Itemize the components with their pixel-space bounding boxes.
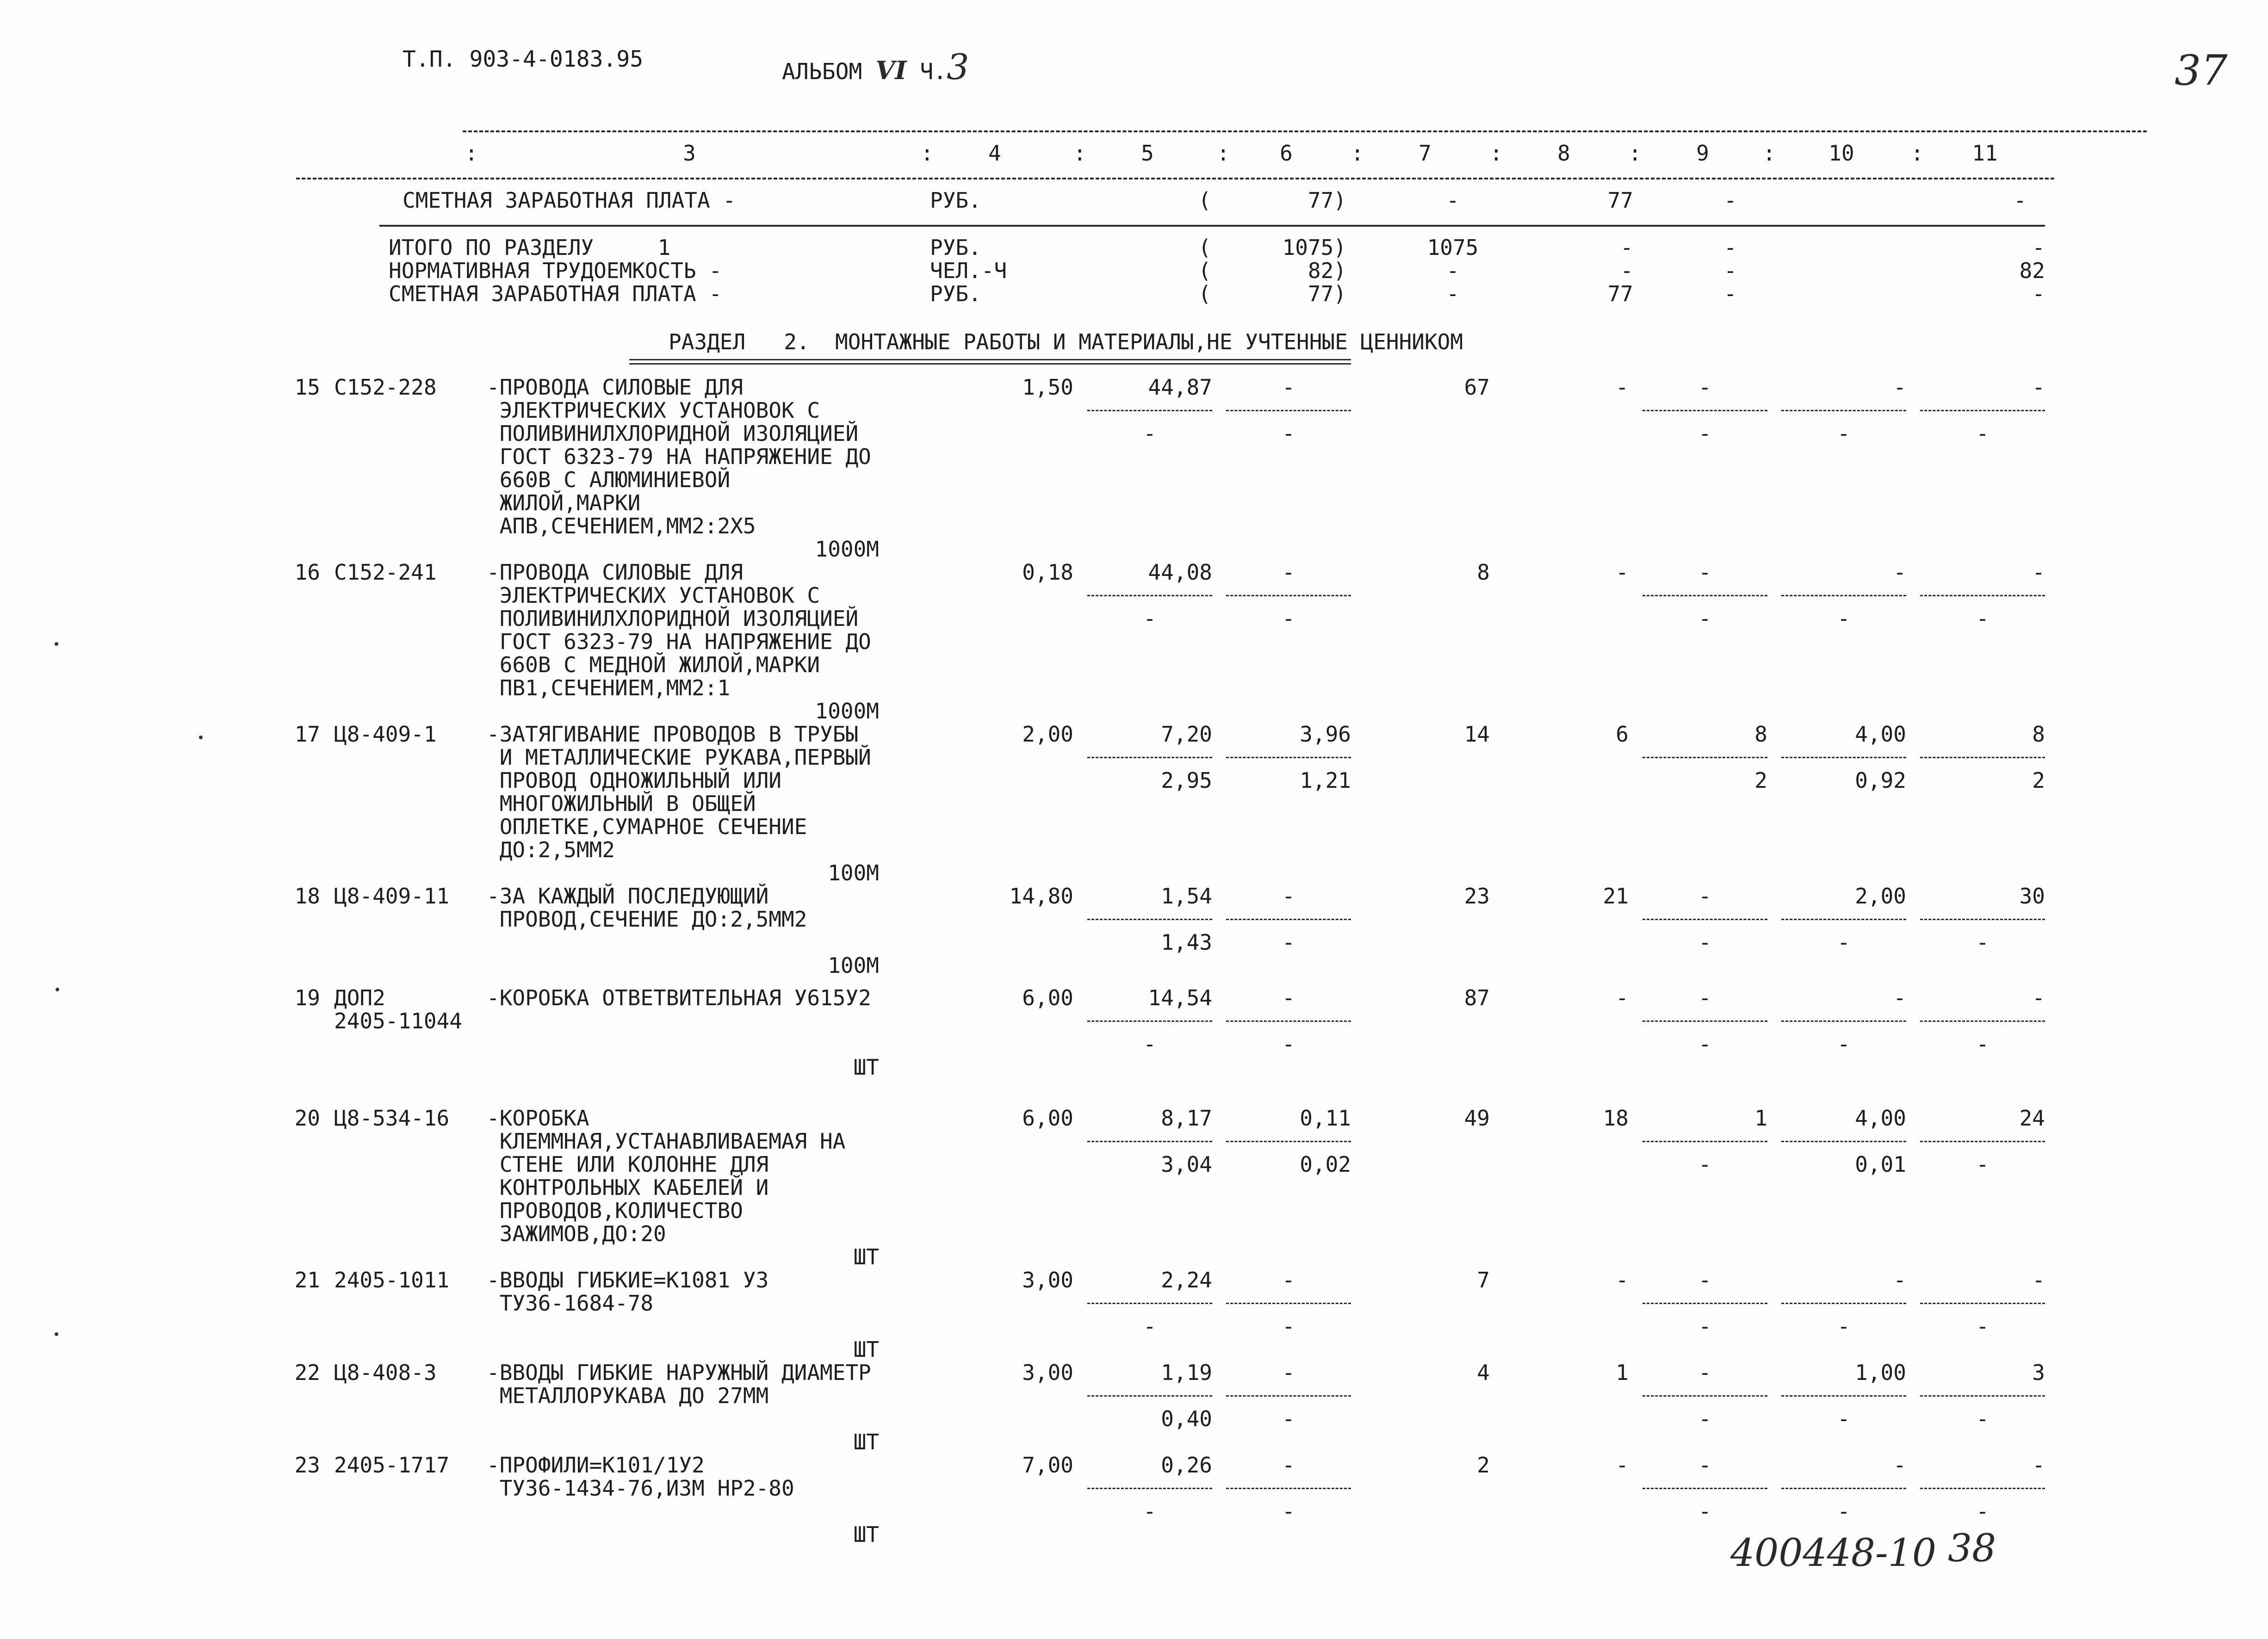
item-sub-col11: 2 bbox=[2032, 768, 2045, 793]
totals-col8: 77 bbox=[1607, 281, 1633, 306]
subtotal-rule bbox=[1087, 1303, 1212, 1304]
item-description-line: ЖИЛОЙ,МАРКИ bbox=[487, 490, 641, 515]
subtotal-rule bbox=[1226, 595, 1351, 596]
subtotal-rule bbox=[1087, 1021, 1212, 1022]
column-header-5: 5 bbox=[1141, 141, 1154, 166]
item-sub-col5: 3,04 bbox=[1161, 1152, 1212, 1177]
item-sub-col5: - bbox=[1143, 421, 1156, 446]
wages-col11: - bbox=[2014, 188, 2026, 213]
item-col7: 7 bbox=[1477, 1268, 1490, 1293]
album-label bbox=[782, 46, 969, 87]
item-col9: 1 bbox=[1754, 1106, 1767, 1131]
item-col7: 49 bbox=[1464, 1106, 1490, 1131]
item-sub-col9: - bbox=[1698, 1314, 1711, 1339]
item-code: С152-241 bbox=[334, 560, 437, 585]
subtotal-rule bbox=[1642, 1021, 1767, 1022]
wages-col9: - bbox=[1724, 188, 1737, 213]
totals-col8: - bbox=[1620, 235, 1633, 260]
item-sub-col5: - bbox=[1143, 1032, 1156, 1057]
item-col5: 44,08 bbox=[1148, 560, 1212, 585]
item-col8: 18 bbox=[1603, 1106, 1629, 1131]
column-header-11: 11 bbox=[1972, 141, 1998, 166]
part-number: 3 bbox=[947, 46, 969, 87]
subtotal-rule bbox=[1087, 1488, 1212, 1489]
item-col10: 4,00 bbox=[1855, 722, 1906, 747]
item-sub-col10: - bbox=[1837, 1406, 1850, 1431]
subtotal-rule bbox=[1920, 1395, 2045, 1397]
item-sub-col11: - bbox=[1976, 606, 1989, 631]
subtotal-rule bbox=[1642, 410, 1767, 411]
subtotal-rule bbox=[1226, 1021, 1351, 1022]
item-sub-col11: - bbox=[1976, 1314, 1989, 1339]
item-col6: - bbox=[1282, 1360, 1295, 1385]
item-unit: 1000М bbox=[815, 699, 879, 724]
item-sub-col10: 0,92 bbox=[1855, 768, 1906, 793]
totals-col6: 1075) bbox=[1282, 235, 1346, 260]
subtotal-rule bbox=[1781, 595, 1906, 596]
album-text: АЛЬБОМ bbox=[782, 59, 862, 85]
item-number: 16 bbox=[294, 560, 320, 585]
item-description-line: -КОРОБКА ОТВЕТВИТЕЛЬНАЯ У615У2 bbox=[487, 985, 871, 1010]
item-sub-col9: - bbox=[1698, 606, 1711, 631]
item-col4: 6,00 bbox=[1022, 1106, 1073, 1131]
item-col4: 14,80 bbox=[1009, 884, 1073, 909]
column-separator: : bbox=[1351, 141, 1364, 166]
totals-paren: ( bbox=[1198, 281, 1211, 306]
item-col10: - bbox=[1893, 1453, 1906, 1478]
item-sub-col6: - bbox=[1282, 1314, 1295, 1339]
item-col9: - bbox=[1698, 1268, 1711, 1293]
item-col8: 6 bbox=[1616, 722, 1629, 747]
column-header-6: 6 bbox=[1280, 141, 1293, 166]
item-sub-col9: - bbox=[1698, 930, 1711, 955]
item-sub-col10: - bbox=[1837, 1032, 1850, 1057]
subtotal-rule bbox=[1087, 757, 1212, 758]
item-description-line: -ВВОДЫ ГИБКИЕ=К1081 У3 bbox=[487, 1268, 769, 1293]
item-unit: 100М bbox=[828, 860, 879, 885]
item-col9: - bbox=[1698, 985, 1711, 1010]
column-separator: : bbox=[1490, 141, 1503, 166]
subtotal-rule bbox=[1226, 1488, 1351, 1489]
subtotal-rule bbox=[1226, 919, 1351, 920]
subtotal-rule bbox=[1781, 1303, 1906, 1304]
item-col8: 1 bbox=[1616, 1360, 1629, 1385]
item-col5: 14,54 bbox=[1148, 985, 1212, 1010]
item-sub-col9: - bbox=[1698, 1499, 1711, 1524]
item-col9: - bbox=[1698, 1453, 1711, 1478]
item-sub-col10: - bbox=[1837, 606, 1850, 631]
item-number: 23 bbox=[294, 1453, 320, 1478]
item-col8: - bbox=[1616, 1268, 1629, 1293]
subtotal-rule bbox=[1087, 410, 1212, 411]
handwritten-page-number: 38 bbox=[1948, 1527, 1996, 1571]
item-col5: 0,26 bbox=[1161, 1453, 1212, 1478]
subtotal-rule bbox=[1920, 919, 2045, 920]
item-code: С152-228 bbox=[334, 375, 437, 400]
totals-col11: 82 bbox=[2019, 258, 2045, 283]
item-col7: 8 bbox=[1477, 560, 1490, 585]
item-sub-col6: 0,02 bbox=[1300, 1152, 1351, 1177]
item-description-line: ГОСТ 6323-79 НА НАПРЯЖЕНИЕ ДО bbox=[487, 444, 871, 469]
margin-mark bbox=[56, 988, 59, 991]
column-separator: : bbox=[465, 141, 478, 166]
item-col6: - bbox=[1282, 884, 1295, 909]
item-sub-col10: - bbox=[1837, 930, 1850, 955]
item-col10: - bbox=[1893, 560, 1906, 585]
doc-code: Т.П. 903-4-0183.95 bbox=[403, 46, 644, 72]
item-description-line: ДО:2,5ММ2 bbox=[487, 837, 615, 862]
subtotal-rule bbox=[1642, 595, 1767, 596]
item-col8: 21 bbox=[1603, 884, 1629, 909]
item-code-continued: 2405-11044 bbox=[334, 1008, 462, 1033]
column-header-3: 3 bbox=[683, 141, 696, 166]
subtotal-rule bbox=[1920, 1141, 2045, 1142]
item-sub-col5: - bbox=[1143, 606, 1156, 631]
item-col7: 14 bbox=[1464, 722, 1490, 747]
item-description-line: ГОСТ 6323-79 НА НАПРЯЖЕНИЕ ДО bbox=[487, 629, 871, 654]
item-description-line: КЛЕММНАЯ,УСТАНАВЛИВАЕМАЯ НА bbox=[487, 1129, 846, 1154]
item-col10: - bbox=[1893, 375, 1906, 400]
item-col6: - bbox=[1282, 375, 1295, 400]
item-description-line: ОПЛЕТКЕ,СУМАРНОЕ СЕЧЕНИЕ bbox=[487, 814, 807, 839]
subtotal-rule bbox=[1087, 1395, 1212, 1397]
totals-col6: 77) bbox=[1308, 281, 1346, 306]
item-col11: - bbox=[2032, 985, 2045, 1010]
item-description-line: МЕТАЛЛОРУКАВА ДО 27ММ bbox=[487, 1383, 769, 1408]
item-description-line: -ЗАТЯГИВАНИЕ ПРОВОДОВ В ТРУБЫ bbox=[487, 722, 859, 747]
wages-underline bbox=[379, 225, 2045, 227]
section-2-title: РАЗДЕЛ 2. МОНТАЖНЫЕ РАБОТЫ И МАТЕРИАЛЫ,НЕ УЧТЕННЫЕ ЦЕННИКОМ bbox=[669, 329, 1463, 354]
item-col6: 0,11 bbox=[1300, 1106, 1351, 1131]
subtotal-rule bbox=[1642, 1488, 1767, 1489]
item-sub-col9: - bbox=[1698, 1032, 1711, 1057]
header-bottom-rule bbox=[296, 178, 2054, 179]
item-col6: - bbox=[1282, 1268, 1295, 1293]
item-description-line: 660В С АЛЮМИНИЕВОЙ bbox=[487, 467, 731, 492]
item-description-line: -КОРОБКА bbox=[487, 1106, 589, 1131]
item-unit: ШТ bbox=[853, 1337, 879, 1362]
item-col6: 3,96 bbox=[1300, 722, 1351, 747]
subtotal-rule bbox=[1781, 1141, 1906, 1142]
item-col5: 44,87 bbox=[1148, 375, 1212, 400]
item-description-line: ЗАЖИМОВ,ДО:20 bbox=[487, 1221, 666, 1246]
totals-col9: - bbox=[1724, 235, 1737, 260]
totals-label: ИТОГО ПО РАЗДЕЛУ 1 bbox=[389, 235, 671, 260]
item-description-line: -ПРОВОДА СИЛОВЫЕ ДЛЯ bbox=[487, 375, 743, 400]
item-col8: - bbox=[1616, 375, 1629, 400]
item-description-line: -ЗА КАЖДЫЙ ПОСЛЕДУЮЩИЙ bbox=[487, 884, 769, 909]
item-col7: 67 bbox=[1464, 375, 1490, 400]
column-header-4: 4 bbox=[988, 141, 1001, 166]
item-col11: - bbox=[2032, 1453, 2045, 1478]
item-sub-col10: - bbox=[1837, 421, 1850, 446]
subtotal-rule bbox=[1920, 1303, 2045, 1304]
item-col9: - bbox=[1698, 884, 1711, 909]
subtotal-rule bbox=[1781, 410, 1906, 411]
item-col6: - bbox=[1282, 1453, 1295, 1478]
wages-unit: РУБ. bbox=[930, 188, 981, 213]
totals-unit: РУБ. bbox=[930, 235, 981, 260]
item-sub-col11: - bbox=[1976, 421, 1989, 446]
item-sub-col9: - bbox=[1698, 1406, 1711, 1431]
item-description-line: -ПРОФИЛИ=К101/1У2 bbox=[487, 1453, 705, 1478]
subtotal-rule bbox=[1781, 1488, 1906, 1489]
item-sub-col6: 1,21 bbox=[1300, 768, 1351, 793]
item-sub-col9: 2 bbox=[1754, 768, 1767, 793]
item-code: 2405-1717 bbox=[334, 1453, 450, 1478]
subtotal-rule bbox=[1226, 410, 1351, 411]
wages-col8: 77 bbox=[1607, 188, 1633, 213]
item-col11: - bbox=[2032, 375, 2045, 400]
wages-col7: - bbox=[1446, 188, 1459, 213]
item-col11: 30 bbox=[2019, 884, 2045, 909]
subtotal-rule bbox=[1920, 1488, 2045, 1489]
item-sub-col10: 0,01 bbox=[1855, 1152, 1906, 1177]
item-col8: - bbox=[1616, 1453, 1629, 1478]
item-col9: 8 bbox=[1754, 722, 1767, 747]
totals-unit: РУБ. bbox=[930, 281, 981, 306]
subtotal-rule bbox=[1781, 919, 1906, 920]
totals-col9: - bbox=[1724, 258, 1737, 283]
item-col4: 6,00 bbox=[1022, 985, 1073, 1010]
item-col8: - bbox=[1616, 985, 1629, 1010]
item-col11: 24 bbox=[2019, 1106, 2045, 1131]
item-sub-col6: - bbox=[1282, 1032, 1295, 1057]
subtotal-rule bbox=[1087, 919, 1212, 920]
totals-label: НОРМАТИВНАЯ ТРУДОЕМКОСТЬ - bbox=[389, 258, 722, 283]
subtotal-rule bbox=[1642, 1303, 1767, 1304]
item-col11: 8 bbox=[2032, 722, 2045, 747]
item-unit: ШТ bbox=[853, 1244, 879, 1269]
item-col5: 1,19 bbox=[1161, 1360, 1212, 1385]
subtotal-rule bbox=[1781, 757, 1906, 758]
margin-mark bbox=[199, 736, 203, 739]
item-col9: - bbox=[1698, 1360, 1711, 1385]
subtotal-rule bbox=[1781, 1395, 1906, 1397]
item-code: Ц8-409-11 bbox=[334, 884, 450, 909]
item-description-line: ПОЛИВИНИЛХЛОРИДНОЙ ИЗОЛЯЦИЕЙ bbox=[487, 421, 859, 446]
column-separator: : bbox=[921, 141, 934, 166]
item-sub-col5: 0,40 bbox=[1161, 1406, 1212, 1431]
subtotal-rule bbox=[1226, 1303, 1351, 1304]
wages-label: СМЕТНАЯ ЗАРАБОТНАЯ ПЛАТА - bbox=[403, 188, 736, 213]
subtotal-rule bbox=[1920, 410, 2045, 411]
item-col10: 2,00 bbox=[1855, 884, 1906, 909]
item-description-line: И МЕТАЛЛИЧЕСКИЕ РУКАВА,ПЕРВЫЙ bbox=[487, 745, 871, 770]
item-col6: - bbox=[1282, 985, 1295, 1010]
item-sub-col5: 2,95 bbox=[1161, 768, 1212, 793]
item-col9: - bbox=[1698, 375, 1711, 400]
item-sub-col11: - bbox=[1976, 1499, 1989, 1524]
item-number: 20 bbox=[294, 1106, 320, 1131]
item-col8: - bbox=[1616, 560, 1629, 585]
item-code: 2405-1011 bbox=[334, 1268, 450, 1293]
totals-col8: - bbox=[1620, 258, 1633, 283]
item-sub-col9: - bbox=[1698, 1152, 1711, 1177]
column-header-8: 8 bbox=[1557, 141, 1570, 166]
item-sub-col6: - bbox=[1282, 421, 1295, 446]
margin-mark bbox=[55, 1332, 58, 1336]
item-description-line: ЭЛЕКТРИЧЕСКИХ УСТАНОВОК С bbox=[487, 398, 820, 423]
item-sub-col10: - bbox=[1837, 1314, 1850, 1339]
item-number: 17 bbox=[294, 722, 320, 747]
item-number: 18 bbox=[294, 884, 320, 909]
subtotal-rule bbox=[1642, 1395, 1767, 1397]
item-col5: 1,54 bbox=[1161, 884, 1212, 909]
item-description-line: ПОЛИВИНИЛХЛОРИДНОЙ ИЗОЛЯЦИЕЙ bbox=[487, 606, 859, 631]
item-code: ДОП2 bbox=[334, 985, 385, 1010]
totals-col9: - bbox=[1724, 281, 1737, 306]
item-unit: 1000М bbox=[815, 537, 879, 562]
item-sub-col11: - bbox=[1976, 1406, 1989, 1431]
item-description-line: 660В С МЕДНОЙ ЖИЛОЙ,МАРКИ bbox=[487, 652, 820, 677]
column-separator: : bbox=[1911, 141, 1924, 166]
item-number: 21 bbox=[294, 1268, 320, 1293]
item-col10: 1,00 bbox=[1855, 1360, 1906, 1385]
item-code: Ц8-408-3 bbox=[334, 1360, 437, 1385]
subtotal-rule bbox=[1642, 919, 1767, 920]
item-number: 22 bbox=[294, 1360, 320, 1385]
item-sub-col11: - bbox=[1976, 1032, 1989, 1057]
item-sub-col5: - bbox=[1143, 1499, 1156, 1524]
item-unit: ШТ bbox=[853, 1055, 879, 1080]
item-col7: 2 bbox=[1477, 1453, 1490, 1478]
item-sub-col6: - bbox=[1282, 1499, 1295, 1524]
album-number: VI bbox=[875, 56, 907, 85]
item-description-line: -ПРОВОДА СИЛОВЫЕ ДЛЯ bbox=[487, 560, 743, 585]
subtotal-rule bbox=[1920, 1021, 2045, 1022]
item-col11: 3 bbox=[2032, 1360, 2045, 1385]
column-separator: : bbox=[1629, 141, 1642, 166]
column-separator: : bbox=[1217, 141, 1230, 166]
item-sub-col6: - bbox=[1282, 1406, 1295, 1431]
item-col5: 7,20 bbox=[1161, 722, 1212, 747]
item-col4: 3,00 bbox=[1022, 1360, 1073, 1385]
item-sub-col5: - bbox=[1143, 1314, 1156, 1339]
column-separator: : bbox=[1073, 141, 1086, 166]
item-col6: - bbox=[1282, 560, 1295, 585]
item-col11: - bbox=[2032, 1268, 2045, 1293]
totals-col11: - bbox=[2032, 235, 2045, 260]
item-col7: 87 bbox=[1464, 985, 1490, 1010]
subtotal-rule bbox=[1642, 757, 1767, 758]
item-col9: - bbox=[1698, 560, 1711, 585]
item-unit: ШТ bbox=[853, 1522, 879, 1547]
section-title-underline bbox=[629, 359, 1351, 365]
totals-col6: 82) bbox=[1308, 258, 1346, 283]
item-col7: 4 bbox=[1477, 1360, 1490, 1385]
item-col5: 8,17 bbox=[1161, 1106, 1212, 1131]
column-header-9: 9 bbox=[1696, 141, 1709, 166]
item-description-line: ЭЛЕКТРИЧЕСКИХ УСТАНОВОК С bbox=[487, 583, 820, 608]
item-col10: - bbox=[1893, 985, 1906, 1010]
item-sub-col11: - bbox=[1976, 1152, 1989, 1177]
item-description-line: КОНТРОЛЬНЫХ КАБЕЛЕЙ И bbox=[487, 1175, 769, 1200]
item-col10: - bbox=[1893, 1268, 1906, 1293]
item-col4: 1,50 bbox=[1022, 375, 1073, 400]
column-header-10: 10 bbox=[1828, 141, 1854, 166]
item-description-line: ПВ1,СЕЧЕНИЕМ,ММ2:1 bbox=[487, 675, 731, 700]
part-text: Ч. bbox=[920, 59, 947, 85]
totals-label: СМЕТНАЯ ЗАРАБОТНАЯ ПЛАТА - bbox=[389, 281, 722, 306]
top-rule bbox=[463, 130, 2147, 132]
item-col4: 7,00 bbox=[1022, 1453, 1073, 1478]
handwritten-stamp: 400448-10 bbox=[1730, 1531, 1937, 1575]
subtotal-rule bbox=[1226, 1395, 1351, 1397]
subtotal-rule bbox=[1920, 757, 2045, 758]
item-col10: 4,00 bbox=[1855, 1106, 1906, 1131]
totals-col7: 1075 bbox=[1427, 235, 1479, 260]
item-description-line: -ВВОДЫ ГИБКИЕ НАРУЖНЫЙ ДИАМЕТР bbox=[487, 1360, 871, 1385]
item-sub-col5: 1,43 bbox=[1161, 930, 1212, 955]
item-unit: 100М bbox=[828, 953, 879, 978]
column-separator: : bbox=[1763, 141, 1776, 166]
totals-unit: ЧЕЛ.-Ч bbox=[930, 258, 1007, 283]
subtotal-rule bbox=[1642, 1141, 1767, 1142]
item-col4: 3,00 bbox=[1022, 1268, 1073, 1293]
item-description-line: ПРОВОД ОДНОЖИЛЬНЫЙ ИЛИ bbox=[487, 768, 781, 793]
item-description-line: АПВ,СЕЧЕНИЕМ,ММ2:2Х5 bbox=[487, 513, 756, 538]
subtotal-rule bbox=[1781, 1021, 1906, 1022]
item-col4: 0,18 bbox=[1022, 560, 1073, 585]
item-sub-col6: - bbox=[1282, 606, 1295, 631]
item-description-line: ПРОВОДОВ,КОЛИЧЕСТВО bbox=[487, 1198, 743, 1223]
subtotal-rule bbox=[1226, 1141, 1351, 1142]
item-code: Ц8-534-16 bbox=[334, 1106, 450, 1131]
item-sub-col11: - bbox=[1976, 930, 1989, 955]
handwritten-page-mark: 37 bbox=[2175, 46, 2228, 95]
item-number: 19 bbox=[294, 985, 320, 1010]
item-description-line: МНОГОЖИЛЬНЫЙ В ОБЩЕЙ bbox=[487, 791, 756, 816]
item-number: 15 bbox=[294, 375, 320, 400]
column-header-7: 7 bbox=[1419, 141, 1431, 166]
margin-mark bbox=[55, 642, 58, 646]
totals-col11: - bbox=[2032, 281, 2045, 306]
item-description-line: ПРОВОД,СЕЧЕНИЕ ДО:2,5ММ2 bbox=[487, 907, 807, 932]
subtotal-rule bbox=[1920, 595, 2045, 596]
subtotal-rule bbox=[1087, 1141, 1212, 1142]
subtotal-rule bbox=[1087, 595, 1212, 596]
item-col4: 2,00 bbox=[1022, 722, 1073, 747]
item-col5: 2,24 bbox=[1161, 1268, 1212, 1293]
wages-col6: 77) bbox=[1308, 188, 1346, 213]
totals-paren: ( bbox=[1198, 258, 1211, 283]
item-sub-col10: - bbox=[1837, 1499, 1850, 1524]
item-unit: ШТ bbox=[853, 1429, 879, 1454]
item-description-line: ТУ36-1684-78 bbox=[487, 1291, 654, 1316]
item-sub-col9: - bbox=[1698, 421, 1711, 446]
item-sub-col6: - bbox=[1282, 930, 1295, 955]
totals-paren: ( bbox=[1198, 235, 1211, 260]
item-code: Ц8-409-1 bbox=[334, 722, 437, 747]
item-col11: - bbox=[2032, 560, 2045, 585]
totals-col7: - bbox=[1446, 281, 1459, 306]
item-col7: 23 bbox=[1464, 884, 1490, 909]
item-description-line: СТЕНЕ ИЛИ КОЛОННЕ ДЛЯ bbox=[487, 1152, 769, 1177]
wages-paren: ( bbox=[1198, 188, 1211, 213]
totals-col7: - bbox=[1446, 258, 1459, 283]
item-description-line: ТУ36-1434-76,ИЗМ НР2-80 bbox=[487, 1476, 794, 1501]
subtotal-rule bbox=[1226, 757, 1351, 758]
